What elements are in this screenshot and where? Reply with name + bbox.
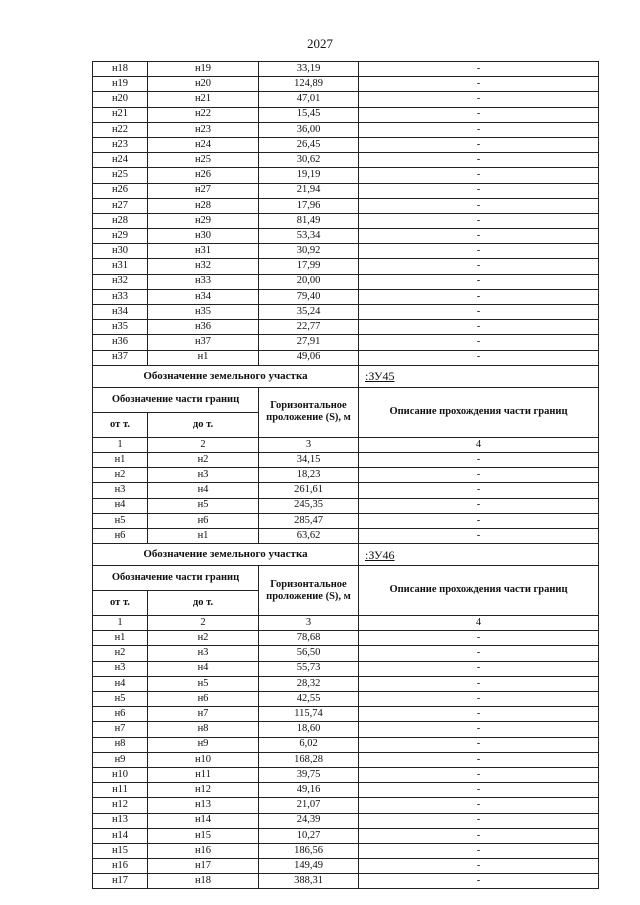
part-label: Обозначение части границ [93, 387, 259, 412]
col-number: 1 [93, 616, 148, 631]
part-label: Обозначение части границ [93, 566, 259, 591]
from-point: н28 [93, 213, 148, 228]
to-point: н33 [148, 274, 259, 289]
horizontal-distance: 79,40 [259, 289, 359, 304]
to-point: н27 [148, 183, 259, 198]
horizontal-distance: 388,31 [259, 874, 359, 889]
parcel-46-rows [93, 631, 599, 889]
parcel-label: Обозначение земельного участка [93, 544, 359, 566]
to-point: н13 [148, 798, 259, 813]
horizontal-distance: 42,55 [259, 692, 359, 707]
parcel-45-rows [93, 452, 599, 543]
horizontal-distance: 34,15 [259, 452, 359, 467]
table-row [93, 107, 599, 122]
to-point: н19 [148, 62, 259, 77]
col-number: 4 [359, 437, 599, 452]
from-point: н26 [93, 183, 148, 198]
to-point: н5 [148, 676, 259, 691]
boundary-description: - [359, 692, 599, 707]
horizontal-distance: 53,34 [259, 229, 359, 244]
to-point: н24 [148, 137, 259, 152]
horizontal-distance: 22,77 [259, 320, 359, 335]
table-row [93, 350, 599, 365]
horizontal-distance: 49,06 [259, 350, 359, 365]
from-point: н23 [93, 137, 148, 152]
from-point: н15 [93, 843, 148, 858]
table-row [93, 843, 599, 858]
horizontal-distance: 245,35 [259, 498, 359, 513]
table-row [93, 798, 599, 813]
from-point: н29 [93, 229, 148, 244]
table-row [93, 692, 599, 707]
boundary-description: - [359, 752, 599, 767]
table-row [93, 498, 599, 513]
boundary-description: - [359, 62, 599, 77]
boundary-description: - [359, 107, 599, 122]
from-point: н22 [93, 122, 148, 137]
horizontal-distance: 27,91 [259, 335, 359, 350]
from-point: н33 [93, 289, 148, 304]
col-number: 2 [148, 616, 259, 631]
table-row [93, 229, 599, 244]
from-point: н37 [93, 350, 148, 365]
from-point: н11 [93, 783, 148, 798]
from-point: н10 [93, 767, 148, 782]
table-row [93, 646, 599, 661]
table-row [93, 92, 599, 107]
from-point: н17 [93, 874, 148, 889]
from-point: н34 [93, 305, 148, 320]
to-point: н4 [148, 661, 259, 676]
table-row [93, 452, 599, 467]
table-row [93, 335, 599, 350]
from-point: н24 [93, 153, 148, 168]
horizontal-distance: 168,28 [259, 752, 359, 767]
table-row [93, 752, 599, 767]
horizontal-distance: 47,01 [259, 92, 359, 107]
to-point: н9 [148, 737, 259, 752]
horizontal-distance: 55,73 [259, 661, 359, 676]
boundary-table [92, 61, 599, 889]
horizontal-distance: 33,19 [259, 62, 359, 77]
parcel-id: :ЗУ46 [359, 544, 599, 566]
horizontal-distance: 49,16 [259, 783, 359, 798]
horizontal-distance: 261,61 [259, 483, 359, 498]
horizontal-distance: 10,27 [259, 828, 359, 843]
from-point: н4 [93, 498, 148, 513]
horizontal-distance: 21,07 [259, 798, 359, 813]
from-point: н4 [93, 676, 148, 691]
boundary-description: - [359, 783, 599, 798]
to-point: н21 [148, 92, 259, 107]
table-row [93, 661, 599, 676]
to-point: н28 [148, 198, 259, 213]
horizontal-distance: 285,47 [259, 513, 359, 528]
to-point: н1 [148, 528, 259, 543]
horizontal-distance: 149,49 [259, 859, 359, 874]
boundary-description: - [359, 122, 599, 137]
to-point: н30 [148, 229, 259, 244]
to-point: н4 [148, 483, 259, 498]
horizontal-header: Горизонтальное проложение (S), м [259, 387, 359, 437]
table-row [93, 153, 599, 168]
from-point: н2 [93, 468, 148, 483]
table-row [93, 468, 599, 483]
to-point: н37 [148, 335, 259, 350]
boundary-description: - [359, 798, 599, 813]
boundary-description: - [359, 244, 599, 259]
to-point: н14 [148, 813, 259, 828]
boundary-description: - [359, 874, 599, 889]
table-row [93, 305, 599, 320]
from-point: н27 [93, 198, 148, 213]
to-point: н8 [148, 722, 259, 737]
from-point: н19 [93, 77, 148, 92]
to-point: н2 [148, 452, 259, 467]
from-header: от т. [93, 591, 148, 616]
description-header: Описание прохождения части границ [359, 566, 599, 616]
horizontal-distance: 17,99 [259, 259, 359, 274]
table-row [93, 274, 599, 289]
boundary-description: - [359, 737, 599, 752]
table-row [93, 483, 599, 498]
to-point: н23 [148, 122, 259, 137]
boundary-description: - [359, 661, 599, 676]
top-rows-section [93, 62, 599, 366]
boundary-description: - [359, 452, 599, 467]
from-point: н9 [93, 752, 148, 767]
from-point: н6 [93, 707, 148, 722]
from-point: н30 [93, 244, 148, 259]
to-point: н10 [148, 752, 259, 767]
from-point: н35 [93, 320, 148, 335]
description-header: Описание прохождения части границ [359, 387, 599, 437]
horizontal-header: Горизонтальное проложение (S), м [259, 566, 359, 616]
boundary-description: - [359, 183, 599, 198]
table-row [93, 513, 599, 528]
boundary-description: - [359, 213, 599, 228]
boundary-description: - [359, 198, 599, 213]
col-number: 3 [259, 616, 359, 631]
col-number: 3 [259, 437, 359, 452]
table-row [93, 77, 599, 92]
to-header: до т. [148, 591, 259, 616]
from-point: н20 [93, 92, 148, 107]
boundary-description: - [359, 92, 599, 107]
boundary-description: - [359, 305, 599, 320]
to-point: н17 [148, 859, 259, 874]
boundary-description: - [359, 646, 599, 661]
to-point: н20 [148, 77, 259, 92]
horizontal-distance: 30,62 [259, 153, 359, 168]
to-point: н3 [148, 646, 259, 661]
boundary-description: - [359, 707, 599, 722]
to-point: н3 [148, 468, 259, 483]
table-row [93, 859, 599, 874]
boundary-description: - [359, 631, 599, 646]
table-row [93, 198, 599, 213]
table-row [93, 783, 599, 798]
boundary-description: - [359, 153, 599, 168]
table-row [93, 137, 599, 152]
horizontal-distance: 19,19 [259, 168, 359, 183]
from-point: н3 [93, 661, 148, 676]
boundary-description: - [359, 335, 599, 350]
from-point: н2 [93, 646, 148, 661]
page-number: 2027 [307, 36, 333, 51]
parcel-id: :ЗУ45 [359, 365, 599, 387]
to-point: н16 [148, 843, 259, 858]
boundary-description: - [359, 137, 599, 152]
table-row [93, 707, 599, 722]
to-point: н2 [148, 631, 259, 646]
boundary-description: - [359, 77, 599, 92]
to-point: н15 [148, 828, 259, 843]
table-row [93, 828, 599, 843]
to-point: н18 [148, 874, 259, 889]
boundary-description: - [359, 528, 599, 543]
table-row [93, 874, 599, 889]
to-point: н35 [148, 305, 259, 320]
horizontal-distance: 18,23 [259, 468, 359, 483]
table-row [93, 813, 599, 828]
parcel-46-header [93, 544, 599, 631]
table-row [93, 631, 599, 646]
boundary-description: - [359, 289, 599, 304]
from-point: н5 [93, 692, 148, 707]
table-row [93, 676, 599, 691]
horizontal-distance: 21,94 [259, 183, 359, 198]
horizontal-distance: 63,62 [259, 528, 359, 543]
table-row [93, 213, 599, 228]
to-header: до т. [148, 412, 259, 437]
table-row [93, 528, 599, 543]
horizontal-distance: 28,32 [259, 676, 359, 691]
from-point: н32 [93, 274, 148, 289]
to-point: н12 [148, 783, 259, 798]
from-point: н14 [93, 828, 148, 843]
from-point: н36 [93, 335, 148, 350]
horizontal-distance: 56,50 [259, 646, 359, 661]
to-point: н11 [148, 767, 259, 782]
to-point: н6 [148, 692, 259, 707]
boundary-description: - [359, 767, 599, 782]
from-point: н25 [93, 168, 148, 183]
boundary-description: - [359, 513, 599, 528]
to-point: н25 [148, 153, 259, 168]
horizontal-distance: 81,49 [259, 213, 359, 228]
table-row [93, 320, 599, 335]
horizontal-distance: 35,24 [259, 305, 359, 320]
boundary-description: - [359, 813, 599, 828]
table-row [93, 722, 599, 737]
from-point: н1 [93, 631, 148, 646]
table-row [93, 737, 599, 752]
boundary-description: - [359, 468, 599, 483]
from-point: н12 [93, 798, 148, 813]
boundary-description: - [359, 483, 599, 498]
horizontal-distance: 17,96 [259, 198, 359, 213]
to-point: н26 [148, 168, 259, 183]
horizontal-distance: 18,60 [259, 722, 359, 737]
col-number: 2 [148, 437, 259, 452]
boundary-description: - [359, 859, 599, 874]
to-point: н31 [148, 244, 259, 259]
parcel-45-header [93, 365, 599, 452]
to-point: н5 [148, 498, 259, 513]
from-point: н16 [93, 859, 148, 874]
boundary-description: - [359, 843, 599, 858]
to-point: н34 [148, 289, 259, 304]
horizontal-distance: 124,89 [259, 77, 359, 92]
table-row [93, 122, 599, 137]
horizontal-distance: 36,00 [259, 122, 359, 137]
table-row [93, 289, 599, 304]
boundary-description: - [359, 259, 599, 274]
boundary-description: - [359, 828, 599, 843]
table-row [93, 259, 599, 274]
to-point: н36 [148, 320, 259, 335]
horizontal-distance: 30,92 [259, 244, 359, 259]
boundary-description: - [359, 274, 599, 289]
table-row [93, 767, 599, 782]
boundary-description: - [359, 229, 599, 244]
to-point: н22 [148, 107, 259, 122]
from-point: н1 [93, 452, 148, 467]
horizontal-distance: 39,75 [259, 767, 359, 782]
boundary-description: - [359, 168, 599, 183]
horizontal-distance: 115,74 [259, 707, 359, 722]
from-point: н6 [93, 528, 148, 543]
boundary-description: - [359, 320, 599, 335]
horizontal-distance: 26,45 [259, 137, 359, 152]
from-point: н21 [93, 107, 148, 122]
to-point: н7 [148, 707, 259, 722]
from-point: н3 [93, 483, 148, 498]
horizontal-distance: 78,68 [259, 631, 359, 646]
boundary-description: - [359, 722, 599, 737]
to-point: н29 [148, 213, 259, 228]
horizontal-distance: 24,39 [259, 813, 359, 828]
col-number: 1 [93, 437, 148, 452]
boundary-description: - [359, 498, 599, 513]
parcel-label: Обозначение земельного участка [93, 365, 359, 387]
table-row [93, 168, 599, 183]
table-row [93, 62, 599, 77]
from-point: н5 [93, 513, 148, 528]
boundary-description: - [359, 676, 599, 691]
horizontal-distance: 186,56 [259, 843, 359, 858]
to-point: н32 [148, 259, 259, 274]
from-header: от т. [93, 412, 148, 437]
table-row [93, 244, 599, 259]
col-number: 4 [359, 616, 599, 631]
boundary-description: - [359, 350, 599, 365]
to-point: н1 [148, 350, 259, 365]
from-point: н31 [93, 259, 148, 274]
to-point: н6 [148, 513, 259, 528]
from-point: н8 [93, 737, 148, 752]
horizontal-distance: 15,45 [259, 107, 359, 122]
from-point: н13 [93, 813, 148, 828]
from-point: н7 [93, 722, 148, 737]
from-point: н18 [93, 62, 148, 77]
horizontal-distance: 6,02 [259, 737, 359, 752]
table-row [93, 183, 599, 198]
horizontal-distance: 20,00 [259, 274, 359, 289]
